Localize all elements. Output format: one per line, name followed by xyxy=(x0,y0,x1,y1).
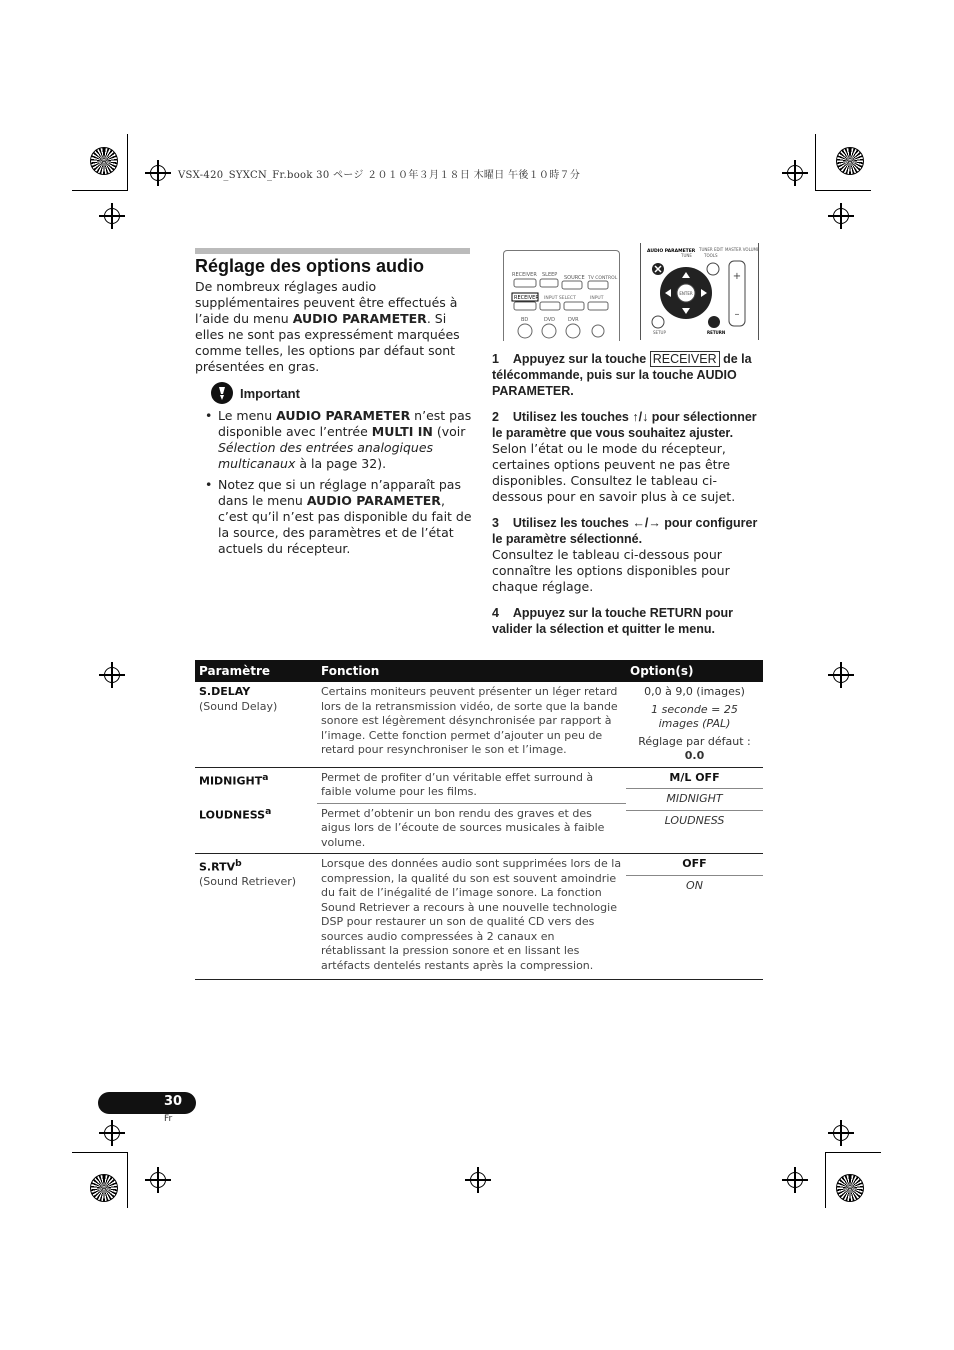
important-list xyxy=(205,408,473,562)
param-cell xyxy=(195,767,317,854)
option: Réglage par défaut : xyxy=(638,734,751,748)
function-cell: Certains moniteurs peuvent présenter un léger retard lors de la retransmission vidéo, de sorte que la bande sonore est légèrement désynchronisée par rapport à l’image. Cette fonction permet d’ajouter un peu de retard pour resynchroniser le son et l’image. xyxy=(321,685,618,756)
param-name xyxy=(199,857,313,875)
footnote-ref: a xyxy=(262,771,269,783)
minus-icon: – xyxy=(734,309,740,320)
plus-icon: + xyxy=(732,271,742,282)
text: à la page 32). xyxy=(295,456,387,471)
remote-label: RECEIVER xyxy=(514,295,539,301)
text-bold: AUDIO PARAMETER xyxy=(276,408,411,423)
crop-line xyxy=(72,190,128,191)
step-heading xyxy=(492,605,767,637)
registration-star-top-right xyxy=(836,147,864,175)
text: Le menu xyxy=(218,408,277,423)
text: Notez que si un réglage n’apparaît pas dans le menu xyxy=(218,477,461,508)
text: , c’est qu’il n’est pas disponible du fait de la source, des paramètres et de l’état actuels du récepteur. xyxy=(218,493,472,556)
param-name xyxy=(199,805,313,823)
text: de la télécommande, puis sur la touche AUDIO PARAMETER. xyxy=(492,352,752,398)
table-row xyxy=(195,682,763,767)
option-default: M/L OFF xyxy=(669,770,720,784)
important-icon xyxy=(211,382,233,404)
remote-illustration-right xyxy=(640,243,759,340)
remote-label: INPUT SELECT xyxy=(544,296,576,301)
function-cell: Permet d’obtenir un bon rendu des graves et des aigus lors de l’écoute de sources musicales à faible volume. xyxy=(317,803,626,854)
registration-star-bottom-right xyxy=(836,1174,864,1202)
step-number: 1 xyxy=(492,352,499,366)
crosshair-mark xyxy=(104,667,120,683)
header-function: Fonction xyxy=(317,660,626,682)
text: Appuyez sur la touche RETURN pour valider la sélection et quitter le menu. xyxy=(492,606,734,636)
option: MIDNIGHT xyxy=(666,792,723,805)
section-title: Réglage des options audio xyxy=(195,256,425,276)
step-number: 2 xyxy=(492,410,499,424)
step-heading xyxy=(492,409,767,441)
remote-label: INPUT xyxy=(590,296,604,301)
crosshair-mark xyxy=(150,165,166,181)
remote-label: RETURN xyxy=(707,330,726,335)
table-row xyxy=(195,767,763,803)
crosshair-mark xyxy=(833,208,849,224)
table-row xyxy=(195,854,763,980)
function-cell: Permet de profiter d’un véritable effet surround à faible volume pour les films. xyxy=(317,767,626,803)
remote-label: TOOLS xyxy=(704,253,718,258)
important-item xyxy=(205,408,473,472)
crosshair-mark xyxy=(150,1172,166,1188)
remote-label: ENTER xyxy=(679,291,693,296)
crosshair-mark xyxy=(787,165,803,181)
step-heading xyxy=(492,351,767,399)
text: MIDNIGHT xyxy=(199,774,263,788)
remote-label: SETUP xyxy=(653,330,666,335)
step-2 xyxy=(492,409,767,505)
step-heading xyxy=(492,515,767,547)
registration-star-top-left xyxy=(90,147,118,175)
remote-label: RECEIVER xyxy=(512,272,537,278)
step-body: Consultez le tableau ci-dessous pour connaître les options disponibles pour chaque réglage. xyxy=(492,547,730,594)
remote-label: BD xyxy=(521,317,529,323)
text: (voir xyxy=(432,424,466,439)
text: Appuyez sur la touche xyxy=(512,352,650,366)
table-header-row xyxy=(195,660,763,682)
text: n’est pas disponible avec l’entrée xyxy=(218,408,472,439)
remote-label: TUNER EDIT xyxy=(699,247,724,252)
step-3 xyxy=(492,515,767,595)
remote-label: DVD xyxy=(544,317,556,323)
intro-text-end: . Si elles ne sont pas expressément marquées comme telles, les options par défaut sont présentées en gras. xyxy=(195,311,460,374)
text-italic: Sélection des entrées analogiques multicanaux xyxy=(218,440,434,471)
step-number: 4 xyxy=(492,606,499,620)
crosshair-mark xyxy=(104,1125,120,1141)
step-1 xyxy=(492,351,767,399)
table-bottom-rule xyxy=(195,980,763,981)
footnote-ref: b xyxy=(235,858,242,869)
options-cell xyxy=(626,854,763,980)
header-parameter: Paramètre xyxy=(195,660,317,682)
param-cell xyxy=(195,682,317,767)
text-bold: MULTI IN xyxy=(371,424,433,439)
steps xyxy=(492,351,767,647)
receiver-key: RECEIVER xyxy=(650,351,720,367)
intro-paragraph xyxy=(195,279,473,375)
crop-line xyxy=(127,134,128,190)
option-default: 0.0 xyxy=(684,749,705,762)
step-body: Selon l’état ou le mode du récepteur, certaines options peuvent ne pas être disponibles. Consultez le tableau ci-dessous pour en savoir plus à ce sujet. xyxy=(492,441,736,504)
crosshair-mark xyxy=(833,1125,849,1141)
remote-label: TUNE xyxy=(681,253,692,258)
step-4 xyxy=(492,605,767,637)
important-label: Important xyxy=(240,386,300,401)
crop-line xyxy=(815,190,871,191)
intro-bold: AUDIO PARAMETER xyxy=(292,311,427,326)
param-sub: (Sound Retriever) xyxy=(199,875,297,889)
step-number: 3 xyxy=(492,516,499,530)
crosshair-mark xyxy=(787,1172,803,1188)
option-default: OFF xyxy=(682,857,707,870)
remote-label: AUDIO PARAMETER xyxy=(647,249,696,254)
crop-line xyxy=(127,1152,128,1208)
title-rule xyxy=(195,248,470,254)
option: 0,0 à 9,0 (images) xyxy=(644,685,745,698)
important-item xyxy=(205,477,473,557)
registration-star-bottom-left xyxy=(90,1174,118,1202)
text-bold: AUDIO PARAMETER xyxy=(306,493,441,508)
param-name xyxy=(199,771,313,789)
option: 1 seconde = 25 images (PAL) xyxy=(651,702,738,730)
param-name: S.DELAY xyxy=(199,685,251,698)
crop-line xyxy=(825,1152,881,1153)
crosshair-mark xyxy=(833,667,849,683)
param-cell xyxy=(195,854,317,980)
options-cell xyxy=(626,682,763,767)
file-header: VSX-420_SYXCN_Fr.book 30 ページ ２０１０年３月１８日 木曜日 午後１０時７分 xyxy=(178,170,581,181)
text: Utilisez les touches ↑/↓ pour sélectionner le paramètre que vous souhaitez ajuster. xyxy=(492,410,757,440)
crop-line xyxy=(815,134,816,190)
crop-line xyxy=(72,1152,128,1153)
remote-label: SLEEP xyxy=(542,272,558,278)
page-number: 30 xyxy=(164,1094,183,1109)
text: Utilisez les touches ←/→ pour configurer le paramètre sélectionné. xyxy=(492,516,758,546)
crosshair-mark xyxy=(104,208,120,224)
audio-parameter-table xyxy=(195,660,763,980)
remote-label: SOURCE xyxy=(564,275,585,281)
crosshair-mark xyxy=(470,1172,486,1188)
remote-label: DVR xyxy=(568,317,579,323)
text: S.RTV xyxy=(199,860,236,874)
option: ON xyxy=(686,878,703,892)
remote-illustration-left xyxy=(503,250,620,341)
footnote-ref: a xyxy=(265,805,272,817)
remote-label: MASTER VOLUME xyxy=(725,247,758,252)
page-language: Fr xyxy=(164,1114,173,1124)
options-cell xyxy=(626,767,763,854)
text: LOUDNESS xyxy=(199,808,266,822)
header-options: Option(s) xyxy=(626,660,763,682)
option: LOUDNESS xyxy=(664,813,725,827)
crop-line xyxy=(825,1152,826,1208)
param-sub: (Sound Delay) xyxy=(199,699,278,713)
remote-label: TV CONTROL xyxy=(588,276,618,281)
function-cell: Lorsque des données audio sont supprimées lors de la compression, la qualité du son est souvent amoindrie du fait de l’inégalité de l’image sonore. La fonction Sound Retriever a recours à une nouvelle technologie DSP pour restaurer un son de qualité CD vers des sources audio compressées à 2 canaux en rétablissant la pression sonore et en lissant les artéfacts dentelés restants après la compression. xyxy=(317,854,626,980)
intro-text: De nombreux réglages audio supplémentaires peuvent être effectués à l’aide du menu xyxy=(195,279,458,326)
